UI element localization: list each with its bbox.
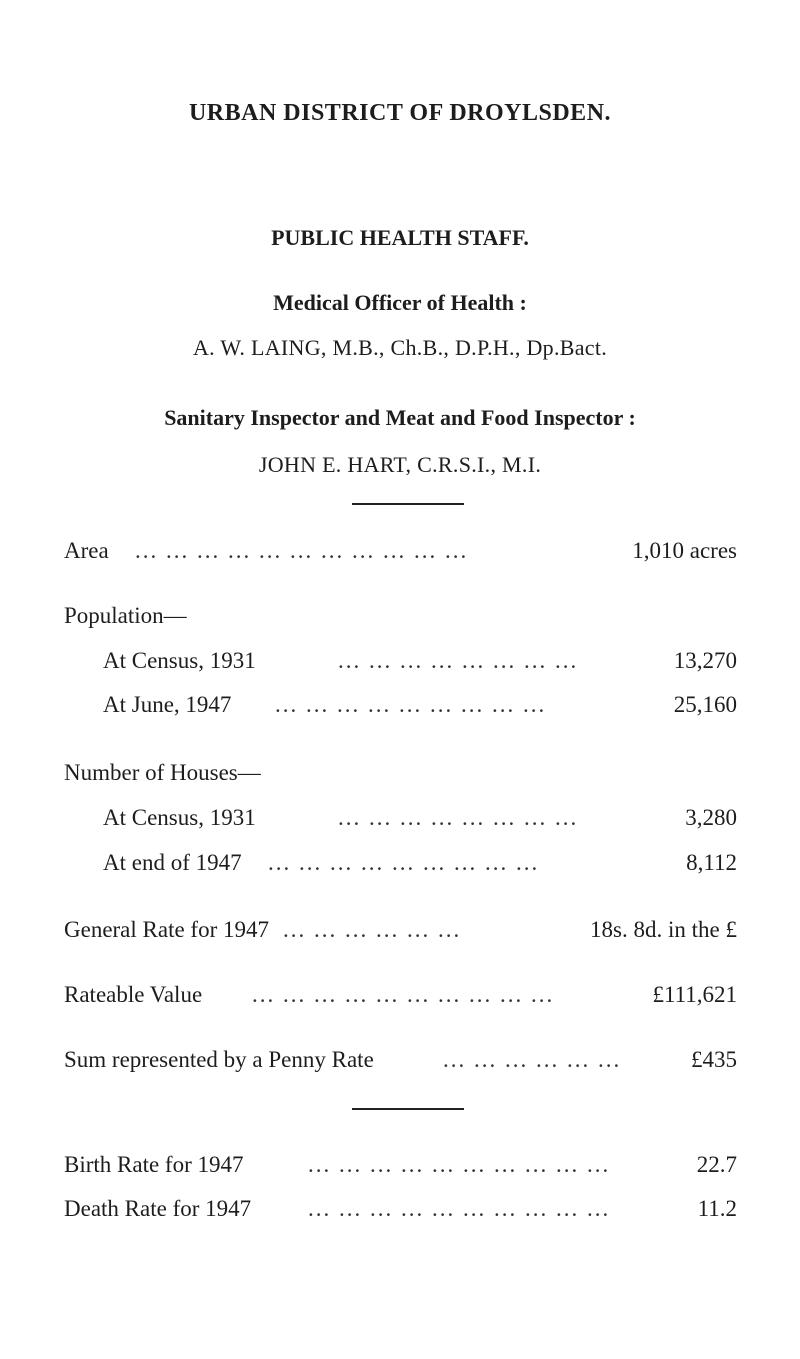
divider (352, 503, 464, 505)
sanitary-inspector-name: JOHN E. HART, C.R.S.I., M.I. (258, 452, 542, 477)
area-label: Area (64, 538, 109, 563)
leader-dots: ... ... ... ... ... ... ... ... ... (275, 692, 547, 717)
death-rate-row (0, 1196, 800, 1226)
rateable-value-row (0, 982, 800, 1012)
penny-rate-label: Sum represented by a Penny Rate (64, 1047, 374, 1072)
houses-heading: Number of Houses— (64, 760, 261, 785)
houses-census-label: At Census, 1931 (103, 805, 256, 830)
medical-officer-name: A. W. LAING, M.B., Ch.B., D.P.H., Dp.Bact. (192, 335, 608, 360)
leader-dots: ... ... ... ... ... ... ... ... ... (268, 850, 540, 875)
population-census-row (0, 648, 800, 678)
rateable-value-value: £111,621 (652, 982, 737, 1007)
houses-end-value: 8,112 (686, 850, 737, 875)
leader-dots: ... ... ... ... ... ... (443, 1047, 622, 1072)
population-census-label: At Census, 1931 (103, 648, 256, 673)
general-rate-value: 18s. 8d. in the £ (590, 917, 737, 942)
area-value: 1,010 acres (632, 538, 737, 563)
penny-rate-value: £435 (691, 1047, 737, 1072)
area-row (0, 538, 800, 568)
divider (352, 1108, 464, 1110)
general-rate-row (0, 917, 800, 947)
leader-dots: ... ... ... ... ... ... ... ... ... ... (252, 982, 555, 1007)
leader-dots: ... ... ... ... ... ... ... ... ... ... (308, 1196, 611, 1221)
houses-end-row (0, 850, 800, 880)
birth-rate-value: 22.7 (696, 1152, 737, 1177)
population-census-value: 13,270 (673, 648, 737, 673)
leader-dots: ... ... ... ... ... ... ... ... ... ... (308, 1152, 611, 1177)
houses-end-label: At end of 1947 (103, 850, 242, 875)
sanitary-inspector-role: Sanitary Inspector and Meat and Food Inspector : (164, 405, 636, 430)
houses-census-value: 3,280 (685, 805, 737, 830)
houses-census-row (0, 805, 800, 835)
birth-rate-row (0, 1152, 800, 1182)
leader-dots: ... ... ... ... ... ... ... ... ... ... ... (135, 538, 469, 563)
death-rate-value: 11.2 (697, 1196, 737, 1221)
death-rate-label: Death Rate for 1947 (64, 1196, 252, 1221)
population-june-row (0, 692, 800, 722)
birth-rate-label: Birth Rate for 1947 (64, 1152, 244, 1177)
population-june-value: 25,160 (673, 692, 737, 717)
population-june-label: At June, 1947 (103, 692, 232, 717)
leader-dots: ... ... ... ... ... ... (283, 917, 462, 942)
population-heading: Population— (64, 603, 187, 628)
general-rate-label: General Rate for 1947 (64, 917, 270, 942)
leader-dots: ... ... ... ... ... ... ... ... (338, 648, 579, 673)
medical-officer-role: Medical Officer of Health : (273, 290, 527, 315)
rateable-value-label: Rateable Value (64, 982, 203, 1007)
page-title: URBAN DISTRICT OF DROYLSDEN. (188, 100, 612, 126)
leader-dots: ... ... ... ... ... ... ... ... (338, 805, 579, 830)
section-title: PUBLIC HEALTH STAFF. (271, 225, 529, 250)
penny-rate-row (0, 1047, 800, 1077)
